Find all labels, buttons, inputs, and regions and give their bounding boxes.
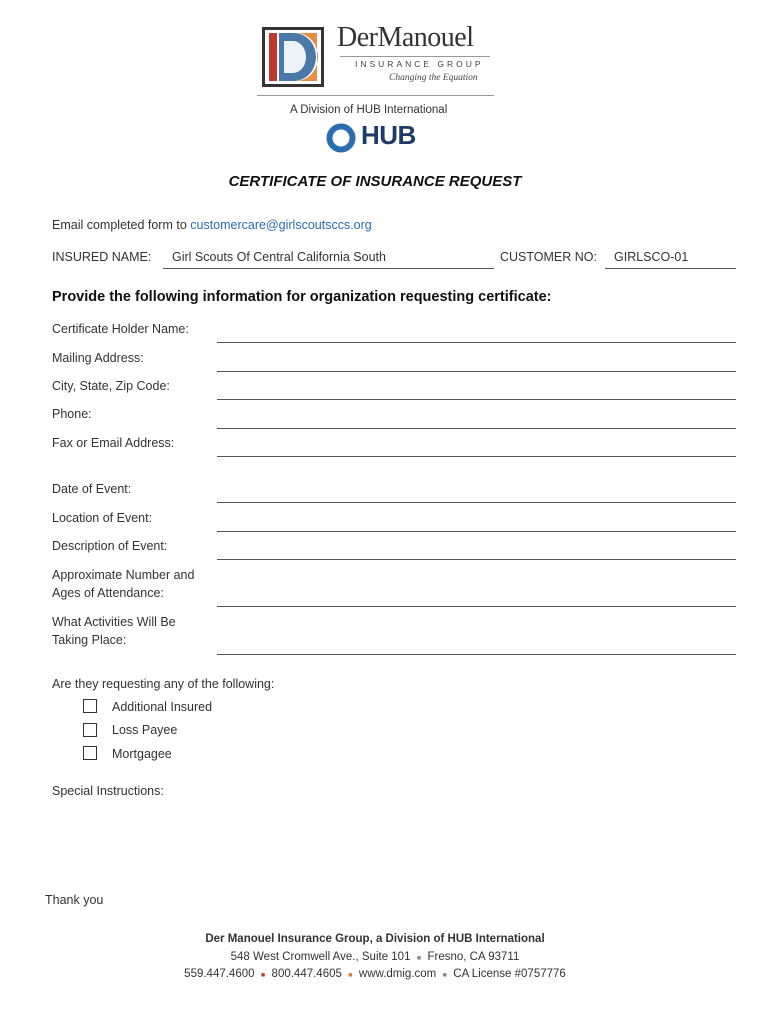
footer-city: Fresno, CA 93711 [427,951,520,963]
description-of-event-field[interactable] [217,559,736,560]
footer-address-line [0,951,750,963]
footer-separator-icon: ■ [442,972,447,979]
insured-name-label: INSURED NAME: [52,250,152,264]
activities-label-line2: Taking Place: [52,633,127,647]
date-of-event-label: Date of Event: [52,482,132,496]
footer-website[interactable]: www.dmig.com [358,968,437,980]
special-instructions-label: Special Instructions: [52,784,164,798]
customer-no-label: CUSTOMER NO: [500,250,597,264]
fax-email-label: Fax or Email Address: [52,436,175,450]
footer-phone1: 559.447.4600 [184,968,255,980]
logo-company-name: DerManouel [337,22,474,53]
footer-separator-icon: ■ [260,972,266,979]
section-heading: Provide the following information for organization requesting certificate: [52,289,552,305]
fax-email-field[interactable] [217,456,736,457]
footer-contact-line [0,968,750,980]
activities-label-line1: What Activities Will Be [52,615,176,629]
approx-attendance-label-line1: Approximate Number and [52,568,195,582]
footer-address: 548 West Cromwell Ave., Suite 101 [230,951,411,963]
requesting-question: Are they requesting any of the following: [52,677,275,691]
date-of-event-field[interactable] [217,502,736,503]
thank-you-text: Thank you [45,893,104,907]
approx-attendance-field[interactable] [217,606,736,607]
additional-insured-label: Additional Insured [112,700,213,714]
footer-phone2: 800.447.4605 [271,968,342,980]
description-of-event-label: Description of Event: [52,539,168,553]
loss-payee-checkbox[interactable] [83,723,97,737]
additional-insured-checkbox[interactable] [83,699,97,713]
insured-name-value[interactable]: Girl Scouts Of Central California South [172,250,386,264]
document-title: CERTIFICATE OF INSURANCE REQUEST [228,173,522,190]
logo-tagline: Changing the Equation [389,73,478,83]
customer-no-line [605,268,736,269]
email-link[interactable]: customercare@girlscoutsccs.org [190,218,372,232]
logo-divider [340,56,490,57]
city-state-zip-label: City, State, Zip Code: [52,379,170,393]
mailing-address-label: Mailing Address: [52,351,144,365]
logo-subtitle: INSURANCE GROUP [355,59,484,69]
email-prefix: Email completed form to [52,218,191,232]
location-of-event-label: Location of Event: [52,511,153,525]
mailing-address-field[interactable] [217,371,736,372]
phone-label: Phone: [52,407,92,421]
dermanouel-logo-mark [262,27,324,87]
mortgagee-label: Mortgagee [112,747,172,761]
hub-logo-text: HUB [361,120,416,150]
footer-license: CA License #0757776 [453,968,566,980]
city-state-zip-field[interactable] [217,399,736,400]
mortgagee-checkbox[interactable] [83,746,97,760]
insured-name-line [163,268,494,269]
footer-separator-icon: ■ [348,972,353,979]
location-of-event-field[interactable] [217,531,736,532]
holder-name-label: Certificate Holder Name: [52,322,189,336]
footer-separator-icon: ■ [416,955,422,962]
holder-name-field[interactable] [217,342,736,343]
approx-attendance-label-line2: Ages of Attendance: [52,586,164,600]
email-instruction [52,218,372,232]
footer-company: Der Manouel Insurance Group, a Division of HUB International [205,933,545,945]
loss-payee-label: Loss Payee [112,723,178,737]
phone-field[interactable] [217,428,736,429]
division-text: A Division of HUB International [290,104,448,116]
activities-field[interactable] [217,654,736,655]
logo-divider-bottom [257,95,494,96]
footer-company-line [0,933,750,945]
hub-logo-icon [326,122,356,154]
customer-no-value[interactable]: GIRLSCO-01 [614,250,689,264]
